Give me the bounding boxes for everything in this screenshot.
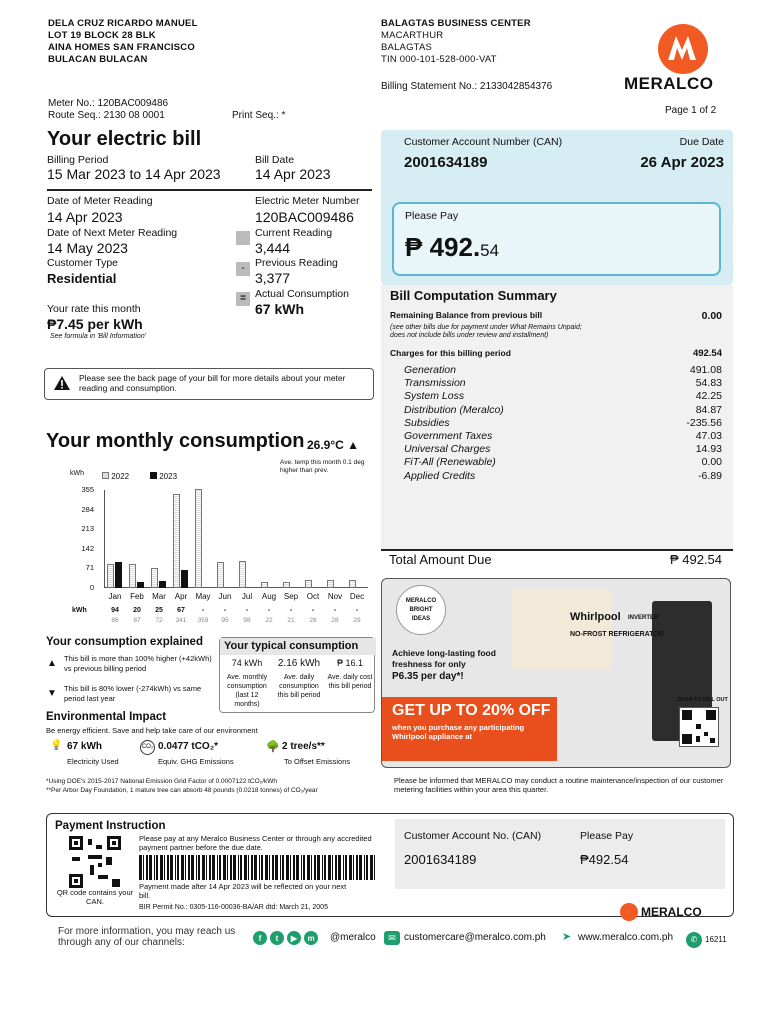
y-tick-label: 142 [81, 543, 94, 553]
charge-value: 47.03 [695, 430, 722, 443]
charges-list [404, 364, 722, 483]
product-label: NO-FROST REFRIGERATOR [570, 631, 664, 638]
value-2023-label: - [201, 607, 205, 614]
meralco-small-logo-icon [620, 903, 638, 921]
charge-value: 54.83 [695, 377, 722, 390]
current-reading-marker [236, 231, 250, 245]
footer-website[interactable]: www.meralco.com.ph [578, 932, 674, 943]
env-electricity-label: Electricity Used [67, 757, 119, 766]
promo-headline: freshness for only [392, 659, 466, 669]
x-tick-label: Jul [241, 592, 253, 601]
next-reading-label: Date of Next Meter Reading [47, 227, 178, 239]
amount-cents: 54 [480, 241, 500, 260]
bar-2022-jul [239, 561, 246, 588]
charges-label: Charges for this billing period [390, 348, 511, 358]
inspection-notice: Please be informed that MERALCO may conduct a routine maintenance/inspection of our customer metering facilities within your area this quarter. [394, 776, 724, 794]
value-2023-label: - [289, 607, 293, 614]
amount-main: ₱ 492. [405, 232, 481, 262]
typical-value-1: 74 kWh [231, 658, 263, 668]
charge-row [404, 390, 722, 403]
charge-value: 491.08 [689, 364, 722, 376]
env-trees-label: To Offset Emissions [284, 757, 351, 766]
value-2022-label: 22 [265, 617, 273, 624]
can-label: Customer Account Number (CAN) [404, 136, 563, 148]
x-tick-label: Jan [108, 592, 122, 601]
charge-row [404, 456, 722, 469]
typical-label-3: Ave. daily cost this bill period [327, 674, 373, 690]
bill-date: 14 Apr 2023 [255, 166, 331, 182]
value-2023-label: - [333, 607, 337, 614]
bar-2022-aug [261, 582, 268, 588]
billing-period-label: Billing Period [47, 154, 109, 166]
divider [47, 189, 372, 191]
charge-label: Transmission [404, 377, 466, 390]
value-2023-label: 94 [111, 607, 119, 614]
meter-number-label: Electric Meter Number [255, 195, 360, 207]
charge-row [404, 430, 722, 443]
bar-2022-mar [151, 568, 158, 588]
typical-title: Your typical consumption [220, 638, 376, 655]
total-label: Total Amount Due [389, 552, 492, 567]
x-tick-label: May [195, 592, 211, 601]
value-2023-label: - [223, 607, 227, 614]
messenger-icon[interactable]: m [304, 931, 318, 945]
typical-value-3: ₱ 16.1 [336, 658, 364, 668]
next-reading-date: 14 May 2023 [47, 240, 128, 256]
row-kwh-label: kWh [72, 607, 87, 614]
inverter-label: INVERTER [628, 615, 659, 621]
chart-axis-line [104, 490, 105, 588]
charge-value: 14.93 [695, 443, 722, 456]
bar-2023-apr [181, 570, 188, 588]
y-tick-label: 284 [81, 504, 94, 514]
meter-no: Meter No.: 120BAC009486 [48, 98, 169, 109]
qr-label: QR code contains your CAN. [56, 888, 134, 906]
typical-value-2: 2.16 kWh [277, 658, 321, 669]
due-date-label: Due Date [679, 136, 724, 148]
explained-line-2: This bill is 80% lower (-274kWh) vs same period last year [64, 684, 202, 703]
footer-email[interactable]: customercare@meralco.com.ph [404, 932, 546, 943]
value-2022-label: 341 [175, 617, 187, 624]
billing-statement-no: Billing Statement No.: 2133042854376 [381, 81, 553, 92]
remaining-note: (see other bills due for payment under What Remains Unpaid; [390, 324, 582, 331]
bright-ideas-badge [396, 585, 446, 635]
charge-label: Universal Charges [404, 443, 491, 456]
env-note: **Per Arbor Day Foundation, 1 mature tree can absorb 48 pounds (0.0218 tonnes) of CO₂/year [46, 787, 318, 794]
x-tick-label: Aug [261, 592, 277, 601]
rate-note: See formula in 'Bill Information' [50, 333, 147, 340]
billing-period: 15 Mar 2023 to 14 Apr 2023 [47, 166, 221, 182]
business-center-name: BALAGTAS BUSINESS CENTER [381, 18, 531, 29]
legend-2022-label: 2022 [111, 472, 130, 481]
temperature [307, 438, 359, 452]
value-2022-label: 87 [133, 617, 141, 624]
x-tick-label: Apr [174, 592, 188, 601]
address-line: BULACAN BULACAN [48, 54, 148, 65]
legend-2022 [102, 472, 129, 481]
whirlpool-logo: Whirlpool [570, 611, 621, 623]
charge-label: Government Taxes [404, 430, 493, 443]
bright-ideas-text: MERALCO BRIGHT IDEAS [405, 598, 437, 622]
bar-2022-jun [217, 562, 224, 588]
charge-label: Generation [404, 364, 456, 376]
youtube-icon[interactable]: ▶ [287, 931, 301, 945]
env-title: Environmental Impact [46, 711, 167, 723]
page-number: Page 1 of 2 [665, 105, 717, 116]
legend-2023 [150, 472, 177, 481]
address-line: LOT 19 BLOCK 28 BLK [48, 30, 156, 41]
previous-reading: 3,377 [255, 270, 291, 286]
please-pay-amount [405, 232, 499, 263]
rate-label: Your rate this month [47, 303, 141, 315]
promo-price: P6.35 per day*! [392, 671, 464, 682]
charge-label: Distribution (Meralco) [404, 403, 504, 416]
meralco-wordmark: MERALCO [624, 74, 714, 93]
whirlpool-promo[interactable] [381, 578, 731, 768]
chart-x-labels [104, 592, 368, 602]
back-page-notice [44, 368, 374, 400]
bar-2023-jan [115, 562, 122, 588]
value-2022-label: 95 [221, 617, 229, 624]
remaining-value: 0.00 [701, 310, 722, 322]
y-tick-label: 355 [81, 485, 94, 494]
promo-offer: GET UP TO 20% OFF [392, 702, 551, 719]
email-icon: ✉ [384, 931, 400, 945]
chart-2023-values [104, 607, 368, 616]
value-2022-label: 86 [111, 617, 119, 624]
tree-icon: 🌳 [266, 741, 280, 753]
up-arrow-icon: ▲ [347, 438, 360, 452]
temperature-note: Ave. temp this month 0.1 deg higher than prev. [280, 459, 365, 474]
bar-2022-oct [305, 580, 312, 588]
charge-label: Subsidies [404, 416, 450, 429]
value-2023-label: 25 [155, 607, 163, 614]
triangle-up-icon: ▲ [47, 658, 57, 669]
stub-pay: ₱492.54 [580, 852, 629, 867]
charge-row [404, 364, 722, 377]
bar-2022-may [195, 489, 202, 588]
current-reading-label: Current Reading [255, 227, 333, 239]
typical-consumption-box [219, 637, 375, 713]
account-panel [381, 130, 733, 285]
y-tick-label: 0 [89, 583, 94, 592]
facebook-icon[interactable]: f [253, 931, 267, 945]
stub-can-label: Customer Account No. (CAN) [404, 830, 542, 842]
print-seq: Print Seq.: * [232, 110, 286, 121]
bar-2023-feb [137, 582, 144, 588]
qr-code-icon [680, 708, 718, 746]
due-date: 26 Apr 2023 [640, 154, 724, 171]
business-center-line: MACARTHUR [381, 30, 444, 41]
actual-consumption: 67 kWh [255, 301, 305, 317]
value-2023-label: 67 [177, 607, 185, 614]
charge-value: 42.25 [695, 390, 722, 403]
payment-text: Please pay at any Meralco Business Center or through any accredited payment partner before the due date. [139, 834, 372, 852]
stub-pay-label: Please Pay [580, 830, 634, 842]
route-seq: Route Seq.: 2130 08 0001 [48, 110, 165, 121]
x-tick-label: Feb [130, 592, 144, 601]
bar-2022-nov [327, 580, 334, 588]
x-tick-label: Dec [349, 592, 365, 601]
typical-label-2: Ave. daily consumption this bill period [277, 674, 321, 699]
business-center-line: BALAGTAS [381, 42, 433, 53]
can-value: 2001634189 [404, 154, 488, 171]
x-tick-label: Sep [283, 592, 299, 601]
temperature-value: 26.9°C [307, 438, 344, 452]
computation-title: Bill Computation Summary [390, 288, 557, 303]
typical-label-1: Ave. monthly consumption (last 12 months) [226, 674, 268, 708]
current-reading: 3,444 [255, 240, 291, 256]
customer-name: DELA CRUZ RICARDO MANUEL [48, 18, 198, 29]
meralco-logo [654, 20, 712, 78]
footer-text: For more information, you may reach us through any of our channels: [58, 926, 236, 948]
payment-stub [395, 819, 725, 889]
charge-row [404, 470, 722, 483]
env-trees: 2 tree/s** [282, 741, 325, 752]
business-center [381, 18, 531, 66]
value-2023-label: - [245, 607, 249, 614]
phone-icon: ✆ [686, 932, 702, 948]
please-pay-box [392, 202, 721, 276]
value-2022-label: 72 [155, 617, 163, 624]
minus-sign: - [236, 262, 250, 276]
charge-label: FiT-All (Renewable) [404, 456, 496, 469]
charge-row [404, 404, 722, 417]
remaining-note: does not include bills under review and installment) [390, 332, 549, 339]
warning-icon [53, 375, 71, 391]
customer-address [48, 18, 198, 66]
monthly-title: Your monthly consumption [46, 430, 305, 452]
x-tick-label: Jun [218, 592, 232, 601]
bir-permit: BIR Permit No.: 0305-116-00036-BA/AR dtd: March 21, 2005 [139, 904, 328, 911]
tin: TIN 000-101-528-000-VAT [381, 54, 497, 65]
divider [381, 549, 733, 551]
charge-value: -6.89 [698, 469, 722, 482]
bar-2023-mar [159, 581, 166, 588]
charge-value: 84.87 [695, 403, 722, 416]
please-pay-label: Please Pay [405, 210, 459, 222]
chart-2022-values [104, 617, 368, 626]
promo-offer-sub: when you purchase any participating Whirlpool appliance at [392, 723, 525, 741]
scan-label: SCAN TO FILL OUT [677, 697, 728, 703]
explained-line-1: This bill is more than 100% higher (+42kWh) vs previous billing period [64, 654, 212, 673]
bar-2022-dec [349, 580, 356, 588]
value-2023-label: - [267, 607, 271, 614]
legend-2023-label: 2023 [159, 472, 178, 481]
value-2022-label: 21 [287, 617, 295, 624]
equals-sign: = [236, 292, 250, 306]
x-tick-label: Mar [152, 592, 166, 601]
bar-2022-jan [107, 564, 114, 588]
value-2022-label: 29 [353, 617, 361, 624]
meter-reading-date-label: Date of Meter Reading [47, 195, 153, 207]
x-tick-label: Oct [306, 592, 320, 601]
promo-offer-band [382, 697, 557, 761]
promo-photo [512, 589, 612, 669]
meter-reading-date: 14 Apr 2023 [47, 209, 123, 225]
charge-label: Applied Credits [404, 469, 476, 482]
env-note: *Using DOE's 2015-2017 National Emission Grid Factor of 0.0007122 tCO₂/kWh [46, 778, 278, 785]
env-electricity: 67 kWh [67, 741, 103, 752]
pointer-icon: ➤ [562, 931, 572, 943]
charge-label: System Loss [404, 390, 465, 403]
notice-text: Please see the back page of your bill for more details about your meter reading and consumption. [79, 373, 346, 393]
barcode [139, 855, 379, 880]
value-2022-label: 98 [243, 617, 251, 624]
value-2022-label: 28 [309, 617, 317, 624]
rate-value: ₱7.45 per kWh [47, 316, 143, 332]
chart-y-axis [60, 485, 100, 595]
payment-text: Payment made after 14 Apr 2023 will be reflected on your next bill. [139, 882, 347, 900]
y-tick-label: 71 [85, 563, 94, 573]
co2-icon: CO₂ [140, 740, 155, 755]
charges-value: 492.54 [692, 348, 722, 359]
charge-row [404, 443, 722, 456]
charge-row [404, 417, 722, 430]
meter-number: 120BAC009486 [255, 209, 354, 225]
address-line: AINA HOMES SAN FRANCISCO [48, 42, 195, 53]
stub-can: 2001634189 [404, 852, 477, 867]
env-ghg-label: Equiv. GHG Emissions [158, 757, 234, 766]
charge-value: -235.56 [686, 416, 722, 429]
barcode-icon [139, 855, 379, 880]
value-2023-label: - [355, 607, 359, 614]
bar-2022-sep [283, 582, 290, 588]
twitter-icon[interactable]: t [270, 931, 284, 945]
bill-title: Your electric bill [47, 128, 202, 150]
payment-qr-code[interactable] [68, 835, 122, 889]
chart-ylabel: kWh [70, 470, 84, 477]
value-2023-label: 20 [133, 607, 141, 614]
env-subtitle: Be energy efficient. Save and help take care of our environment [46, 726, 258, 735]
bulb-icon: 💡 [50, 740, 63, 751]
payment-title: Payment Instruction [55, 820, 166, 832]
bar-2022-apr [173, 494, 180, 588]
bill-date-label: Bill Date [255, 154, 295, 166]
env-ghg: 0.0477 tCO₂* [158, 741, 219, 752]
charge-value: 0.00 [701, 456, 722, 469]
customer-type: Residential [47, 271, 117, 286]
triangle-down-icon: ▼ [47, 688, 57, 699]
footer-hotline[interactable]: 16211 [705, 935, 727, 944]
chart-plot [104, 490, 368, 588]
previous-reading-label: Previous Reading [255, 257, 338, 269]
social-icons [253, 931, 318, 945]
total-value: ₱ 492.54 [669, 552, 722, 567]
promo-headline: Achieve long-lasting food [392, 648, 496, 658]
meralco-logo-icon [654, 20, 712, 78]
value-2023-label: - [311, 607, 315, 614]
social-handle[interactable]: @meralco [330, 932, 376, 943]
y-tick-label: 213 [81, 524, 94, 534]
value-2022-label: 28 [331, 617, 339, 624]
remaining-label: Remaining Balance from previous bill [390, 310, 543, 320]
qr-code-icon [68, 835, 122, 889]
charge-row [404, 377, 722, 390]
promo-qr-code[interactable] [679, 707, 719, 747]
meralco-small-wordmark: MERALCO [641, 905, 702, 919]
bar-2022-feb [129, 564, 136, 588]
value-2022-label: 359 [197, 617, 209, 624]
customer-type-label: Customer Type [47, 257, 119, 269]
actual-consumption-label: Actual Consumption [255, 288, 349, 300]
x-tick-label: Nov [327, 592, 343, 601]
explained-title: Your consumption explained [46, 636, 203, 648]
